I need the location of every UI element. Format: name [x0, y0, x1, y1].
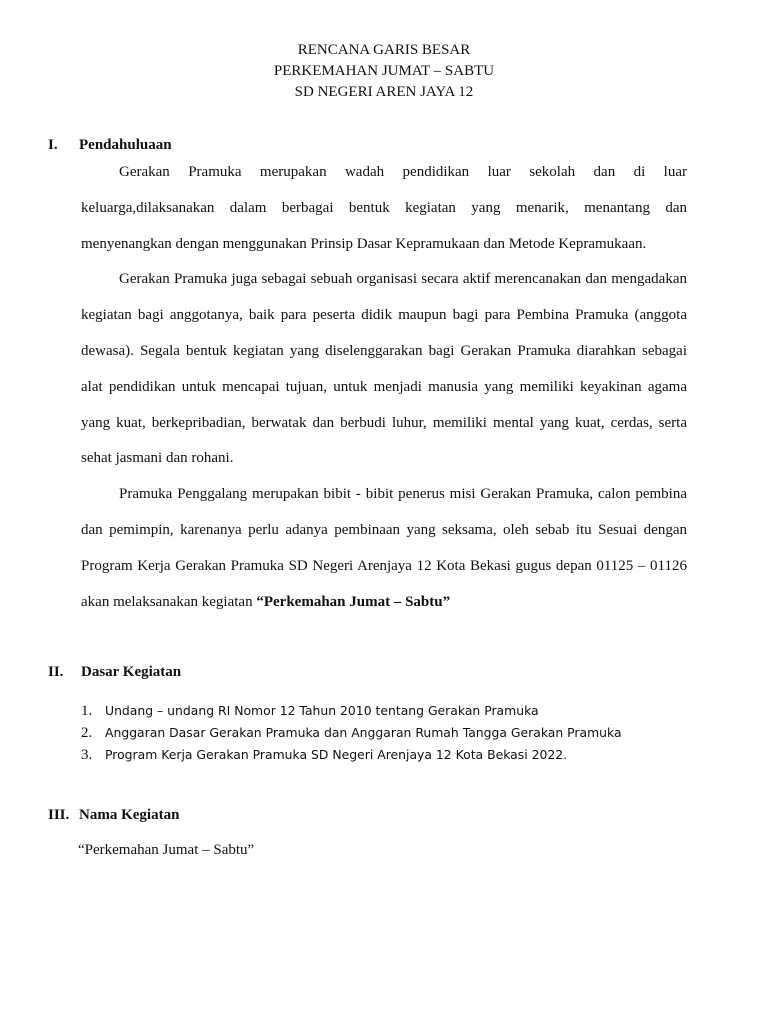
legal-basis-list: [81, 700, 701, 766]
paragraph-2: Gerakan Pramuka juga sebagai sebuah organisasi secara aktif merencanakan dan mengadakan kegiatan bagi anggotanya, baik para peserta didik maupun bagi para Pembina Pramuka (anggota dewasa). Segala bentuk kegiatan yang diselenggarakan bagi Gerakan Pramuka diarahkan sebagai alat pendidikan untuk mencapai tujuan, untuk menjadi manusia yang memiliki keyakinan agama yang kuat, berkepribadian, berwatak dan berbudi luhur, memiliki mental yang kuat, cerdas, serta sehat jasmani dan rohani.: [81, 271, 687, 467]
list-item-text: Program Kerja Gerakan Pramuka SD Negeri Arenjaya 12 Kota Bekasi 2022.: [105, 747, 568, 762]
list-item-number: 1.: [81, 703, 93, 719]
section-1-number: I.: [48, 137, 58, 153]
section-3-heading: [48, 805, 348, 825]
document-title: [0, 40, 768, 103]
section-2-number: II.: [48, 664, 64, 680]
paragraph-3-text: Pramuka Penggalang merupakan bibit - bibit penerus misi Gerakan Pramuka, calon pembina dan pemimpin, karenanya perlu adanya pembinaan yang seksama, oleh sebab itu Sesuai dengan Program Kerja Gerakan Pramuka SD Negeri Arenjaya 12 Kota Bekasi gugus depan 01125 – 01126 akan melaksanakan kegiatan: [81, 486, 687, 610]
section-1-heading: [48, 135, 348, 155]
list-item: [81, 700, 701, 722]
paragraph-3-activity-name: “Perkemahan Jumat – Sabtu”: [256, 593, 451, 610]
list-item-number: 2.: [81, 725, 93, 741]
paragraph-1: Gerakan Pramuka merupakan wadah pendidikan luar sekolah dan di luar keluarga,dilaksanakan dalam berbagai bentuk kegiatan yang menarik, menantang dan menyenangkan dengan menggunakan Prinsip Dasar Kepramukaan dan Metode Kepramukaan.: [81, 164, 687, 252]
list-item: [81, 722, 701, 744]
title-line-1: RENCANA GARIS BESAR: [297, 42, 471, 58]
paragraph-3: [81, 477, 687, 620]
list-item-text: Anggaran Dasar Gerakan Pramuka dan Anggaran Rumah Tangga Gerakan Pramuka: [105, 725, 622, 740]
list-item-number: 3.: [81, 747, 93, 763]
section-1-body: [81, 155, 687, 620]
section-2-title: Dasar Kegiatan: [81, 664, 182, 680]
section-2-heading: [48, 662, 348, 682]
section-1-title: Pendahuluaan: [79, 137, 172, 153]
title-line-3: SD NEGERI AREN JAYA 12: [294, 84, 474, 100]
list-item-text: Undang – undang RI Nomor 12 Tahun 2010 tentang Gerakan Pramuka: [105, 703, 539, 718]
section-3-title: Nama Kegiatan: [79, 807, 180, 823]
title-line-2: PERKEMAHAN JUMAT – SABTU: [273, 63, 495, 79]
section-3-number: III.: [48, 807, 70, 823]
activity-name: “Perkemahan Jumat – Sabtu”: [78, 842, 255, 858]
list-item: [81, 744, 701, 766]
